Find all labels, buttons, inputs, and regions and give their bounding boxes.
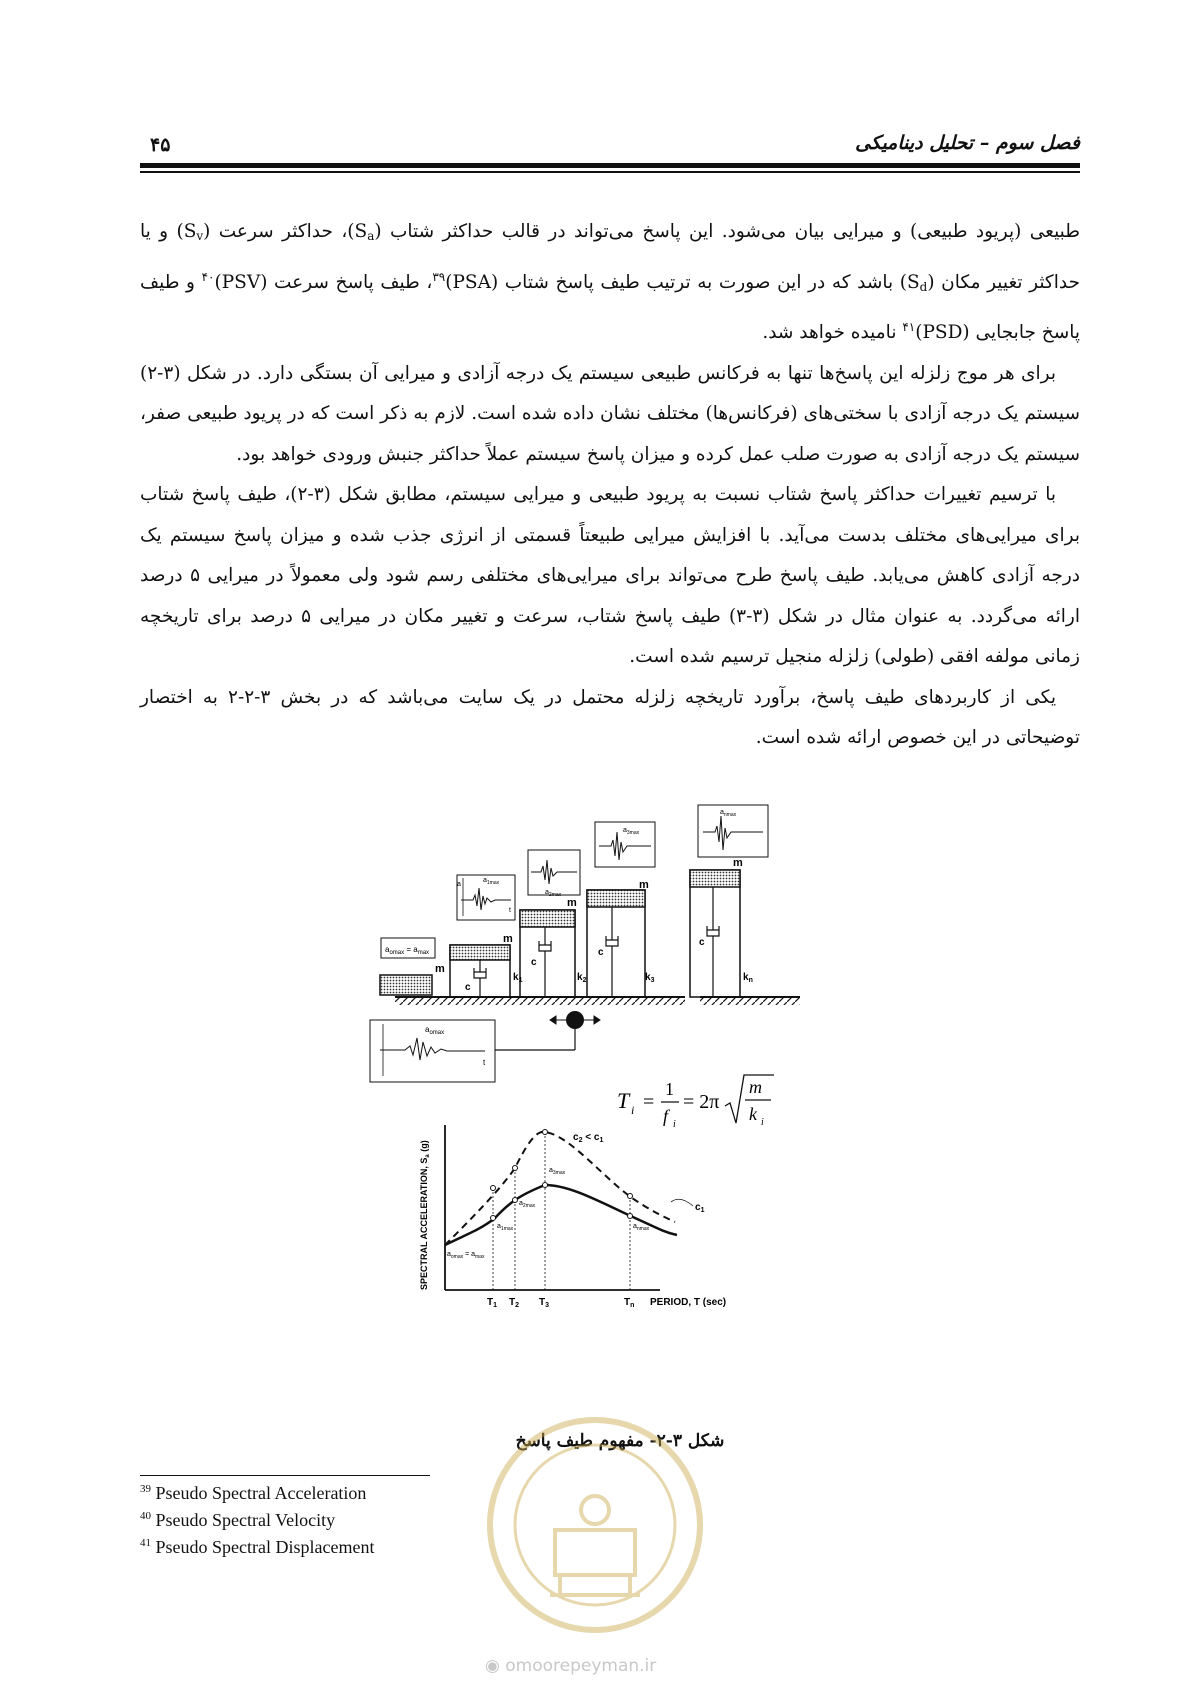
stiffness-label: $k_1$ (513, 972, 523, 984)
label-a2max: $a_{2max}$ (545, 889, 562, 898)
ground-hatch-n (700, 997, 800, 1005)
x-axis-label: PERIOD, T (sec) (650, 1297, 727, 1308)
ground-hatch (395, 997, 685, 1005)
footnote-rule (140, 1475, 430, 1476)
paragraph-2: برای هر موج زلزله این پاسخ‌ها تنها به فرکانس طبیعی سیستم یک درجه آزادی و میرایی آن بستگی دارد. در شکل (۳-۲) سیستم یک درجه آزادی با سختی‌های (فرکانس‌ها) مختلف نشان داده شده است. لازم به ذکر است که در پریود طبیعی صفر، سیستم یک درجه آزادی به صورت صلب عمل کرده و میزان پاسخ سیستم عملاً حداکثر جنبش ورودی خواهد بود. (140, 362, 1080, 465)
point-a2max-c1 (513, 1198, 518, 1203)
footnote-40: $^{40}$ Pseudo Spectral Velocity (140, 1510, 336, 1530)
point-anmax (628, 1194, 633, 1199)
tick-t1: $T_1$ (487, 1297, 498, 1309)
mass-n (690, 870, 740, 887)
header-rule (140, 163, 1080, 168)
watermark-seal-icon (480, 1410, 710, 1640)
svg-text:= 2π: = 2π (683, 1091, 720, 1113)
paragraph-1: طبیعی (پریود طبیعی) و میرایی بیان می‌شود. این پاسخ می‌تواند در قالب حداکثر شتاب $(S_a)،$ حداکثر سرعت $(S_v)$ و یا حداکثر تغییر مکان $(S_d)$ باشد که در این صورت به ترتیب طیف پاسخ شتاب (PSA)$^{۳۹}$، طیف پاسخ سرعت (PSV)$^{۴۰}$ و طیف پاسخ جابجایی (PSD)$^{۴۱}$ نامیده خواهد شد. (140, 221, 1081, 343)
mass-label: m (567, 897, 577, 909)
curve-label-c2: $c_2 < c_1$ (573, 1132, 604, 1144)
response-spectrum-figure (385, 809, 835, 1400)
mass-label: m (733, 857, 743, 869)
point-anmax-c1 (628, 1214, 633, 1219)
mass-3 (587, 890, 645, 907)
mass-1 (450, 945, 510, 960)
footnotes (140, 1478, 374, 1559)
point-a2max (513, 1166, 518, 1171)
damper-1 (474, 960, 486, 997)
label-anmax-chart: $a_{nmax}$ (633, 1223, 650, 1232)
axis-t: t (509, 907, 511, 914)
spectrum-curve-c1 (445, 1185, 677, 1245)
stiffness-label: $k_2$ (577, 972, 587, 984)
mass-2 (520, 910, 575, 927)
mass-label: m (639, 879, 649, 891)
page-number: ۴۵ (150, 134, 171, 156)
label-a2max-chart: $a_{2max}$ (519, 1200, 536, 1209)
label-aomax-eq: $a_{omax} = a_{max}$ (385, 945, 430, 956)
page-header (140, 128, 1080, 168)
paragraph-4: یکی از کاربردهای طیف پاسخ، برآورد تاریخچه زلزله محتمل در یک سایت می‌باشد که در بخش ۳-۲-۲ به اختصار توضیحاتی در این خصوص ارائه شده است. (140, 686, 1080, 748)
damper-n (707, 887, 719, 997)
stiffness-label: $k_3$ (645, 972, 655, 984)
damper-label: c (598, 947, 604, 958)
frame-n (690, 870, 740, 997)
body-text (140, 212, 1080, 759)
svg-text:1: 1 (665, 1079, 674, 1099)
tick-t2: $T_2$ (509, 1297, 520, 1309)
curve-leader-c1 (671, 1199, 693, 1206)
point-a3max (543, 1130, 548, 1135)
figure-caption: شکل ۳-۲- مفهوم طیف پاسخ (515, 1431, 725, 1451)
svg-text:k: k (749, 1104, 757, 1124)
point-a3max-c1 (543, 1183, 548, 1188)
footnote-ref-41: ۴۱ (902, 320, 916, 334)
axis-a: a (457, 881, 461, 888)
footnote-39: $^{39}$ Pseudo Spectral Acceleration (140, 1483, 367, 1503)
tick-tn: $T_n$ (624, 1297, 635, 1309)
damper-label: c (465, 982, 471, 993)
svg-text:i: i (631, 1103, 635, 1117)
svg-text:i: i (673, 1119, 676, 1130)
label-a3max: $a_{3max}$ (623, 827, 640, 836)
svg-text:=: = (643, 1091, 655, 1113)
label-a1max-chart: $a_{1max}$ (497, 1223, 514, 1232)
y-axis-label: SPECTRAL ACCELERATION, $S_a$ (g) (419, 1140, 431, 1290)
label-aomax: $a_{omax}$ (425, 1025, 445, 1036)
mass-0 (380, 975, 432, 995)
svg-text:f: f (663, 1106, 669, 1126)
svg-text:i: i (761, 1117, 764, 1128)
damper-3 (606, 907, 618, 997)
damper-2 (539, 927, 551, 997)
point-a1max (491, 1186, 496, 1191)
label-a3max-chart: $a_{3max}$ (549, 1167, 566, 1176)
label-aomax-eq-chart: $a_{omax} = a_{max}$ (447, 1251, 485, 1260)
stiffness-label: $k_n$ (743, 972, 753, 984)
point-a1max-c1 (491, 1216, 496, 1221)
svg-text:T: T (617, 1088, 630, 1113)
watermark-site: ◉ omoorepeyman.ir (485, 1656, 657, 1676)
footnote-41: $^{41}$ Pseudo Spectral Displacement (140, 1537, 375, 1557)
label-anmax: $a_{nmax}$ (720, 809, 737, 818)
paragraph-3: با ترسیم تغییرات حداکثر پاسخ شتاب نسبت به پریود طبیعی و میرایی سیستم، مطابق شکل (۳-۲)، طیف پاسخ شتاب برای میرایی‌های مختلف بدست می‌آید. با افزایش میرایی طبیعتاً قسمتی از انرژی جذب شده و میزان پاسخ سیستم یک درجه آزادی کاهش می‌یابد. طیف پاسخ طرح می‌تواند برای میرایی‌های مختلفی رسم شود ولی معمولاً در میرایی ۵ درصد ارائه می‌گردد. به عنوان مثال در شکل (۳-۳) طیف پاسخ شتاب، سرعت و تغییر مکان در میرایی ۵ درصد برای تاریخچه زمانی مولفه افقی (طولی) زلزله منجیل ترسیم شده است. (140, 484, 1080, 667)
damper-label: c (699, 937, 705, 948)
damper-label: c (531, 957, 537, 968)
svg-text:m: m (749, 1077, 762, 1097)
mass-label: m (435, 963, 445, 975)
axis-t: t (483, 1058, 486, 1067)
header-rule-thin (140, 171, 1080, 173)
label-a1max: $a_{1max}$ (483, 877, 500, 886)
mass-label: m (503, 933, 513, 945)
footnote-ref-40: ۴۰ (201, 269, 215, 284)
chapter-title: فصل سوم – تحلیل دینامیکی (855, 132, 1080, 154)
tick-t3: $T_3$ (539, 1297, 550, 1309)
footnote-ref-39: ۳۹ (432, 269, 446, 284)
period-formula (617, 1075, 774, 1130)
curve-label-c1: $c_1$ (695, 1202, 705, 1214)
